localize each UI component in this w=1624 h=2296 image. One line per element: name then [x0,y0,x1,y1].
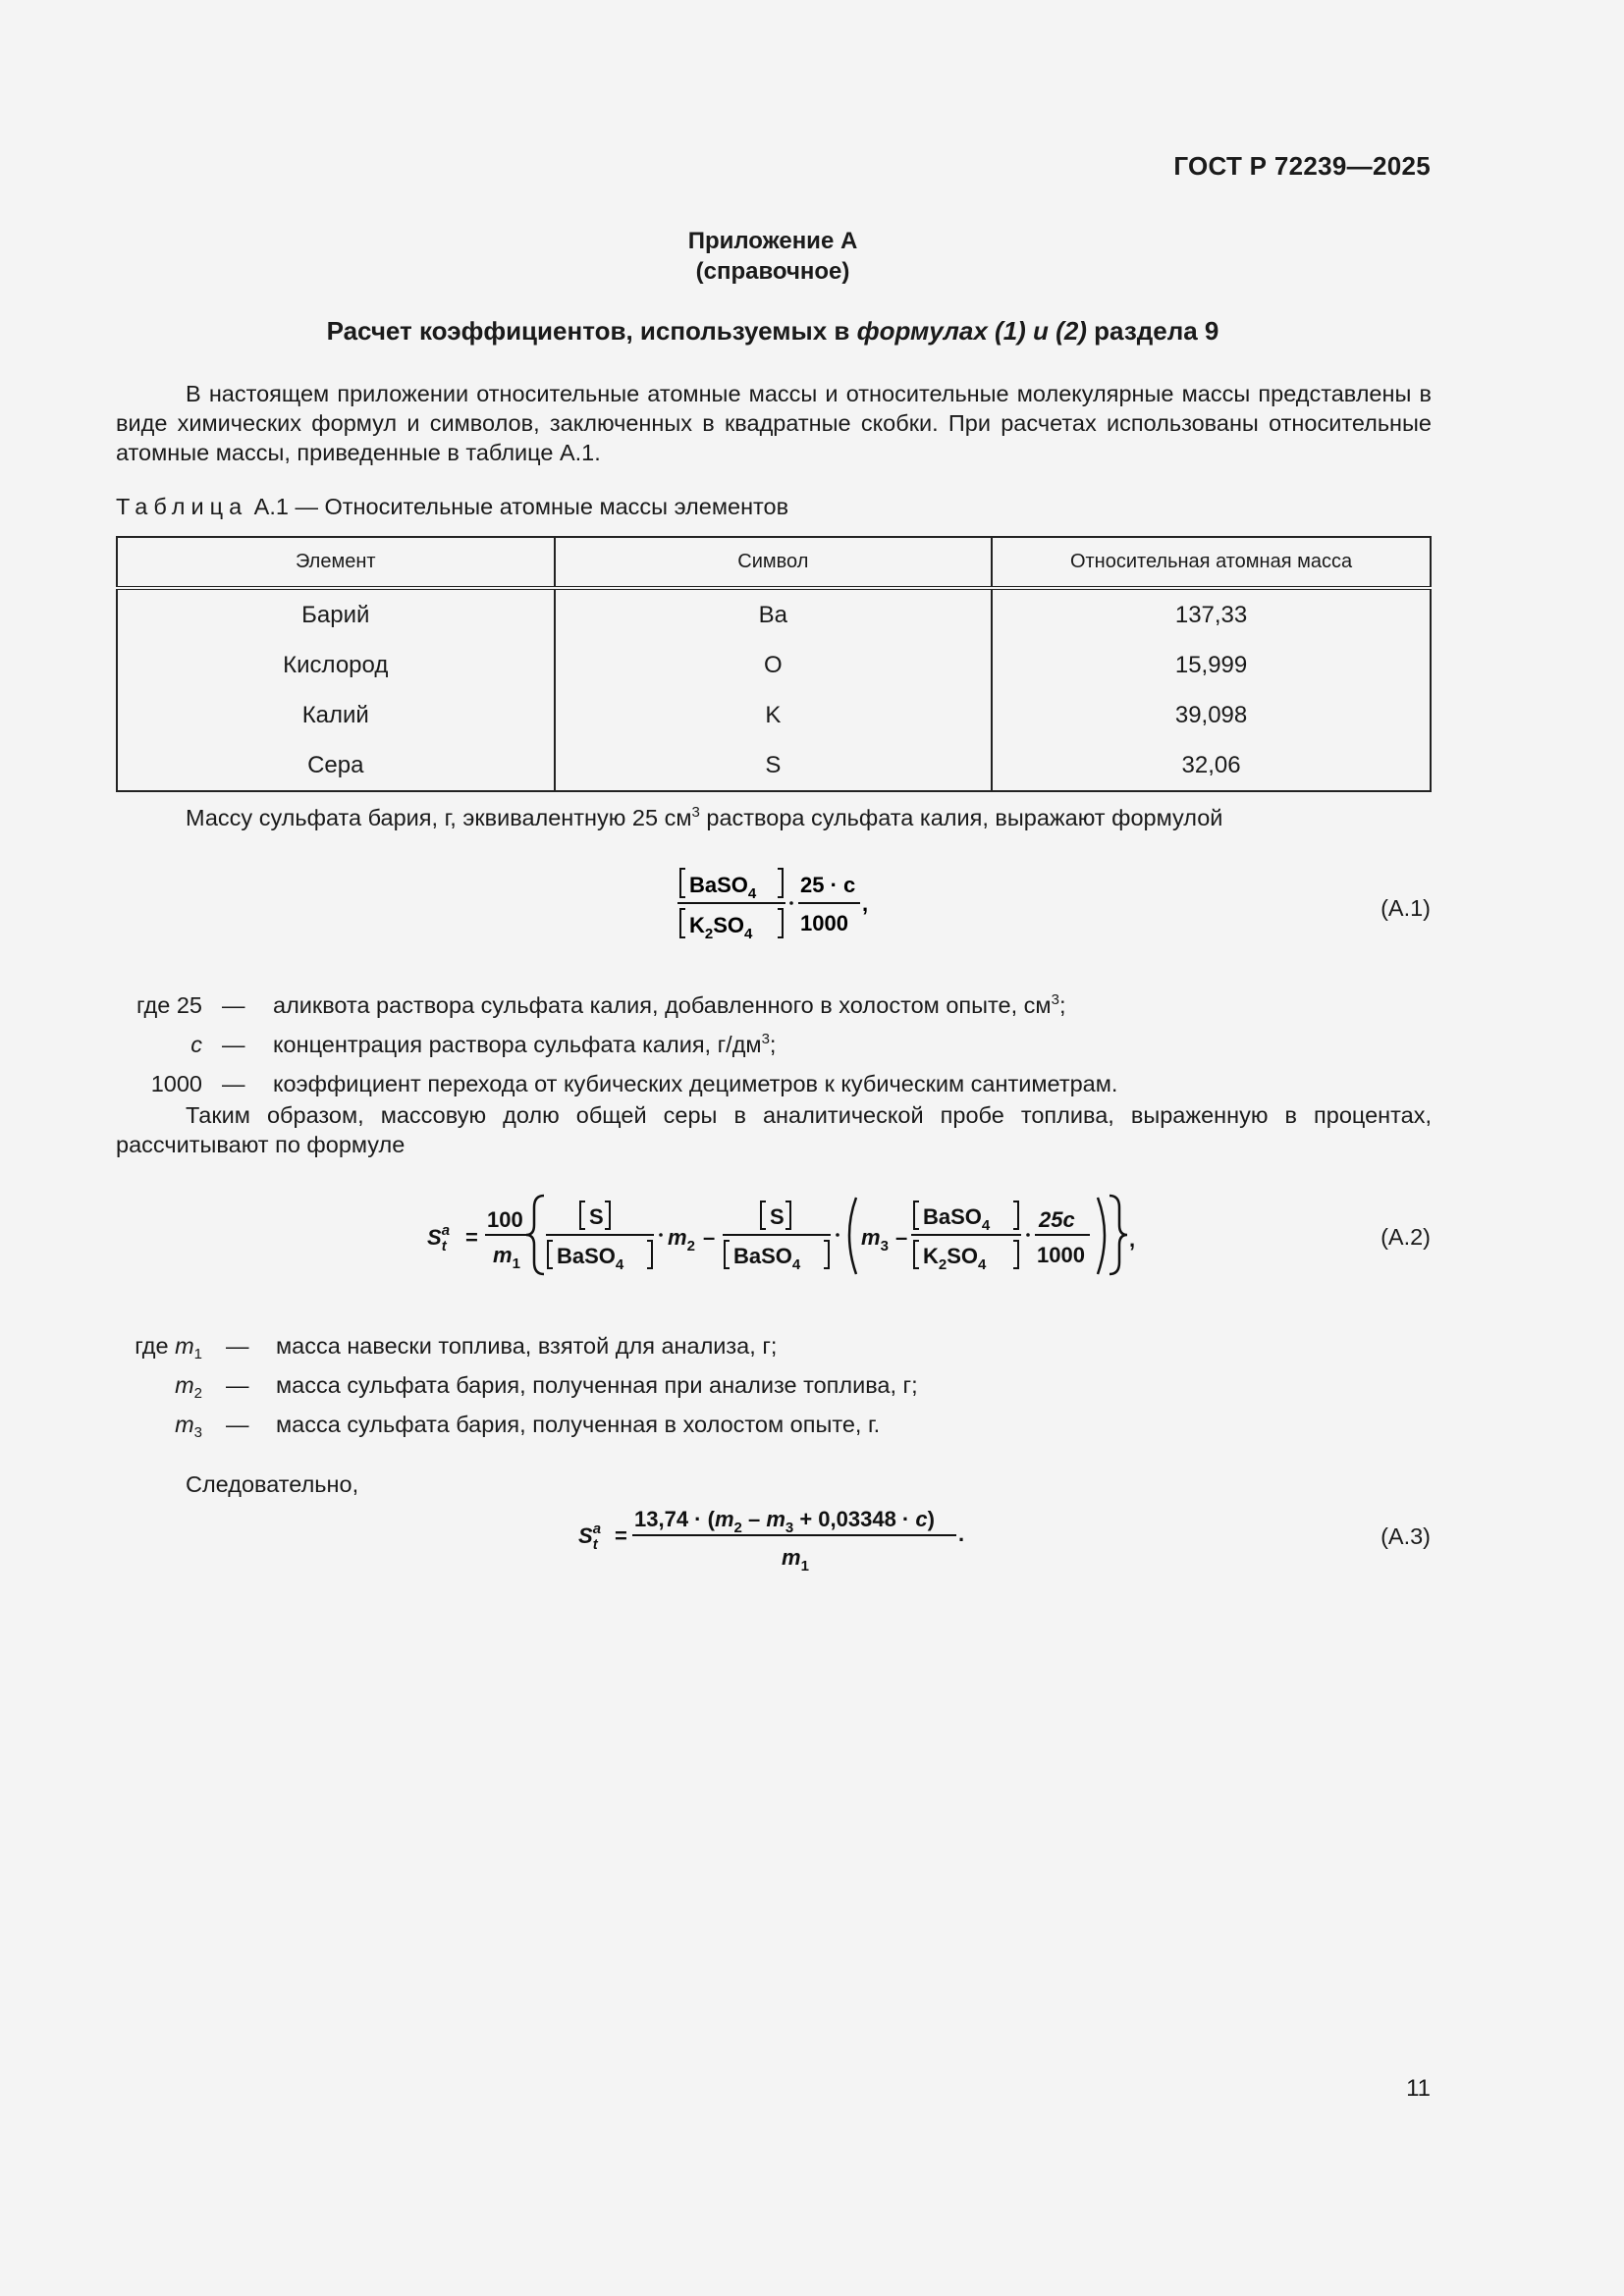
page-number: 11 [1406,2075,1431,2102]
text-part: ; [769,1032,777,1057]
variable: m [175,1412,194,1437]
equation-a3 [573,1494,986,1582]
eq2-baso4: BaSO$_4$ [923,1204,991,1234]
eq3-denominator: $m_1$ [782,1545,809,1575]
intro-paragraph: В настоящем приложении относительные атомные массы и относительные молекулярные массы представлены в виде химических формул и символов, заключенных в квадратные скобки. При расчетах использованы относительные атомные массы, приведенные в таблице А.1. [116,381,1432,465]
equation-a2 [422,1186,1149,1284]
subscript: 2 [193,1385,202,1402]
table-cell: 32,06 [992,740,1431,791]
definition-dash: — [222,1032,245,1057]
subscript: 3 [193,1424,202,1441]
subscript: 1 [193,1346,202,1362]
definition-term: где 25 [136,992,202,1018]
column-header-symbol: Символ [555,537,993,588]
definition-dash: — [226,1333,249,1359]
table-row [117,690,1431,740]
definition-dash: — [222,1071,245,1096]
definition-term: c [190,1032,202,1057]
eq2-coef-num: 25c [1039,1207,1075,1232]
column-header-mass: Относительная атомная масса [992,537,1431,588]
definition-text [273,1032,776,1058]
eq2-baso4: BaSO$_4$ [733,1244,801,1273]
table-cell: 39,098 [992,690,1431,740]
text-part: коэффициент перехода от кубических дециметров к кубическим сантиметрам. [273,1071,1118,1096]
sulfur-paragraph: Таким образом, массовую долю общей серы в аналитической пробе топлива, выраженную в процентах, рассчитывают по формуле [116,1102,1432,1157]
section-title-end: раздела 9 [1086,316,1219,346]
eq1-num-left: BaSO$_4$ [689,873,757,902]
consequently-text: Следовательно, [186,1471,359,1497]
eq2-lhs: $S_ta$ [427,1222,451,1255]
eq1-num-right: 25 · c [800,873,856,897]
text-part: где [135,1333,176,1359]
definition-dash: — [226,1412,249,1437]
eq2-coef-den: 1000 [1037,1243,1085,1267]
table-cell: Ba [555,588,993,640]
definition-text [273,1071,1117,1097]
eq2-m3: $m_3$ [861,1225,889,1255]
eq2-baso4: BaSO$_4$ [557,1244,624,1273]
superscript: 3 [761,1031,770,1047]
text-part: концентрация раствора сульфата калия, г/дм [273,1032,762,1057]
table-cell: 137,33 [992,588,1431,640]
definition-term [116,1333,202,1360]
standard-number: ГОСТ Р 72239—2025 [1173,151,1431,181]
equation-number-a3: (A.3) [1380,1523,1431,1549]
table-cell: Кислород [117,640,555,690]
table-row [117,640,1431,690]
eq2-frac-den: $m_1$ [493,1243,520,1272]
eq3-lhs: $S_ta$ [578,1521,602,1553]
svg-text:,: , [1129,1227,1136,1252]
section-title-start: Расчет коэффициентов, используемых в [326,316,857,346]
eq2-s: S [589,1204,604,1229]
table-caption-word: Таблица [116,494,248,519]
table-row [117,740,1431,791]
svg-text:,: , [862,891,869,916]
table-cell: O [555,640,993,690]
variable: m [175,1333,194,1359]
eq3-numerator: $13,74 \cdot (m_2 - m_3 + 0,03348 \cdot c)$ [634,1507,935,1536]
eq2-s: S [770,1204,785,1229]
table-cell: 15,999 [992,640,1431,690]
definition-term [116,1412,202,1441]
definition-dash: — [222,992,245,1018]
appendix-title: Приложение А [687,228,858,254]
definition-term [116,1372,202,1402]
table-caption [116,494,788,520]
definition-text: масса навески топлива, взятой для анализа, г; [276,1333,778,1359]
svg-text:=: = [465,1225,478,1250]
svg-text:–: – [703,1225,716,1250]
text-part: аликвота раствора сульфата калия, добавленного в холостом опыте, см [273,992,1052,1018]
table-caption-text: А.1 — Относительные атомные массы элементов [247,494,789,519]
eq1-den-left: $K_2SO_4$ [689,913,753,942]
definition-text: масса сульфата бария, полученная при анализе топлива, г; [276,1372,918,1398]
variable: m [175,1372,194,1398]
appendix-heading [0,226,1545,287]
equation-number-a2: (A.2) [1380,1224,1431,1250]
equation-a1 [668,860,923,954]
barium-sulfate-text [186,805,1222,831]
table-cell: Барий [117,588,555,640]
text-part: раствора сульфата калия, выражают формулой [699,805,1223,830]
text-part: Массу сульфата бария, г, эквивалентную 25 см [186,805,692,830]
table-header-row [117,537,1431,588]
eq2-m2: $m_2$ [668,1225,695,1255]
table-row [117,588,1431,640]
section-title [0,316,1545,347]
superscript: 3 [691,804,700,821]
eq2-k2so4: $K_2SO_4$ [923,1244,987,1273]
text-part: ; [1058,992,1066,1018]
column-header-element: Элемент [117,537,555,588]
section-title-italic: формулах (1) и (2) [856,316,1087,346]
definition-term: 1000 [150,1071,202,1096]
definition-text [273,992,1065,1019]
table-cell: Калий [117,690,555,740]
svg-text:.: . [958,1522,965,1546]
table-cell: K [555,690,993,740]
svg-text:–: – [895,1225,908,1250]
svg-text:=: = [615,1523,627,1548]
atomic-mass-table [116,536,1432,792]
definition-text: масса сульфата бария, полученная в холостом опыте, г. [276,1412,881,1437]
appendix-subtitle: (справочное) [695,258,850,285]
definition-dash: — [226,1372,249,1398]
superscript: 3 [1051,991,1059,1008]
equation-number-a1: (A.1) [1380,895,1431,921]
table-cell: Сера [117,740,555,791]
eq1-den-right: 1000 [800,911,848,935]
eq2-frac-num: 100 [487,1207,523,1232]
table-cell: S [555,740,993,791]
